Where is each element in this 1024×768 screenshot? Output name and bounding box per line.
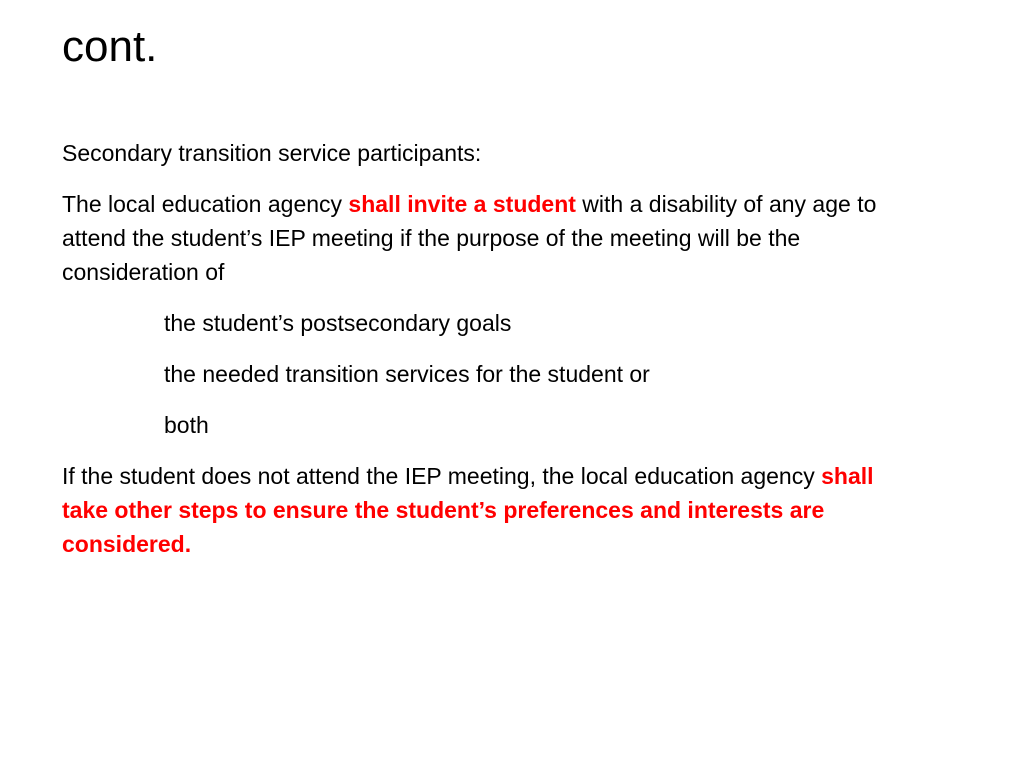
list-item-transition-services: the needed transition services for the student or <box>164 361 650 387</box>
invite-paragraph-end: with a disability of any age to attend the student’s IEP meeting if the purpose of the meeting will be the consideration of <box>62 191 877 285</box>
list-item-both: both <box>164 412 209 438</box>
absence-highlight: shall take other steps to ensure the student’s preferences and interests are considered. <box>62 463 874 557</box>
slide-body <box>62 136 912 578</box>
slide-title: cont. <box>62 22 158 71</box>
absence-paragraph-start: If the student does not attend the IEP meeting, the local education agency <box>62 463 822 489</box>
absence-paragraph <box>62 459 912 561</box>
invite-paragraph <box>62 187 912 289</box>
section-heading: Secondary transition service participants: <box>62 140 482 166</box>
invite-highlight: shall invite a student <box>348 191 576 217</box>
list-item-postsecondary-goals: the student’s postsecondary goals <box>164 310 512 336</box>
invite-paragraph-start: The local education agency <box>62 191 349 217</box>
